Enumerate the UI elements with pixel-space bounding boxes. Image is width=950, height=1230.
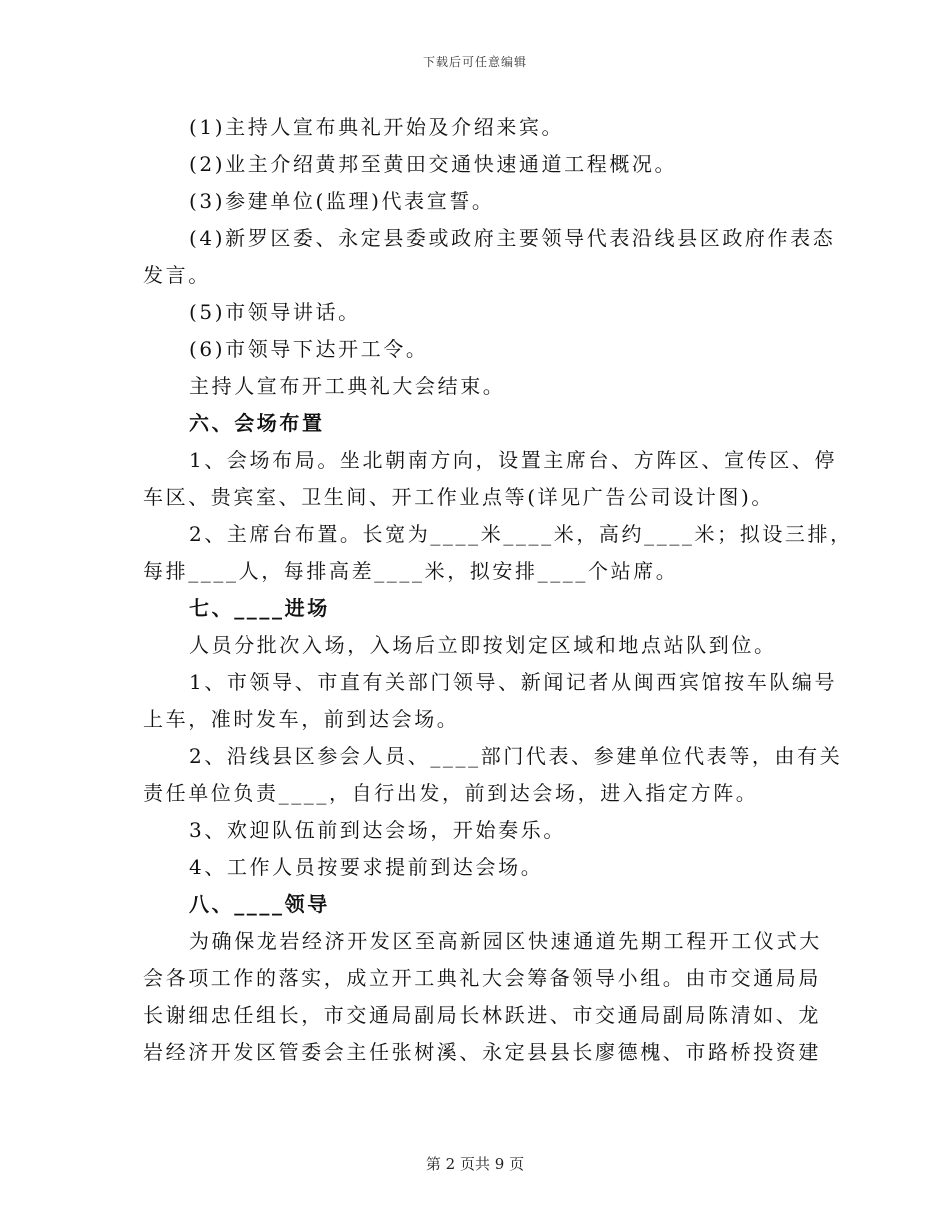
page-footer: 第 2 页共 9 页	[425, 1155, 525, 1173]
paragraph-line: 1、市领导、市直有关部门领导、新闻记者从闽西宾馆按车队编号	[189, 670, 838, 694]
paragraph-line: 岩经济开发区管委会主任张树溪、永定县县长廖德槐、市路桥投资建	[143, 1040, 821, 1064]
paragraph-line: (3)参建单位(监理)代表宣誓。	[189, 189, 495, 213]
paragraph-line: 会各项工作的落实，成立开工典礼大会筹备领导小组。由市交通局局	[143, 966, 821, 990]
paragraph-line: 发言。	[143, 263, 211, 287]
paragraph-line: (1)主持人宣布典礼开始及介绍来宾。	[189, 115, 565, 139]
paragraph-line: 主持人宣布开工典礼大会结束。	[189, 374, 506, 398]
page-header: 下载后可任意编辑	[422, 55, 527, 69]
paragraph-line: 长谢细忠任组长，市交通局副局长林跃进、市交通局副局陈清如、龙	[143, 1003, 821, 1027]
paragraph-line: 上车，准时发车，前到达会场。	[143, 707, 460, 731]
paragraph-line: 为确保龙岩经济开发区至高新园区快速通道先期工程开工仪式大	[189, 929, 822, 953]
section-heading: 七、____进场	[189, 596, 330, 620]
paragraph-line: 1、会场布局。坐北朝南方向，设置主席台、方阵区、宣传区、停	[189, 448, 838, 472]
paragraph-line: 责任单位负责____，自行出发，前到达会场，进入指定方阵。	[143, 781, 759, 805]
paragraph-line: (2)业主介绍黄邦至黄田交通快速通道工程概况。	[189, 152, 678, 176]
paragraph-line: 车区、贵宾室、卫生间、开工作业点等(详见广告公司设计图)。	[143, 485, 775, 509]
paragraph-line: (6)市领导下达开工令。	[189, 337, 429, 361]
paragraph-line: 人员分批次入场，入场后立即按划定区域和地点站队到位。	[189, 633, 777, 657]
section-heading: 八、____领导	[189, 892, 330, 916]
paragraph-line: (5)市领导讲话。	[189, 300, 361, 324]
paragraph-line: 3、欢迎队伍前到达会场，开始奏乐。	[189, 818, 566, 842]
paragraph-line: 2、主席台布置。长宽为____米____米，高约____米；拟设三排，	[189, 522, 853, 546]
paragraph-line: 2、沿线县区参会人员、____部门代表、参建单位代表等，由有关	[189, 744, 843, 768]
paragraph-line: (4)新罗区委、永定县委或政府主要领导代表沿线县区政府作表态	[189, 226, 836, 250]
paragraph-line: 每排____人，每排高差____米，拟安排____个站席。	[143, 559, 679, 583]
section-heading: 六、会场布置	[189, 411, 325, 435]
document-body	[143, 109, 853, 1071]
paragraph-line: 4、工作人员按要求提前到达会场。	[189, 855, 544, 879]
